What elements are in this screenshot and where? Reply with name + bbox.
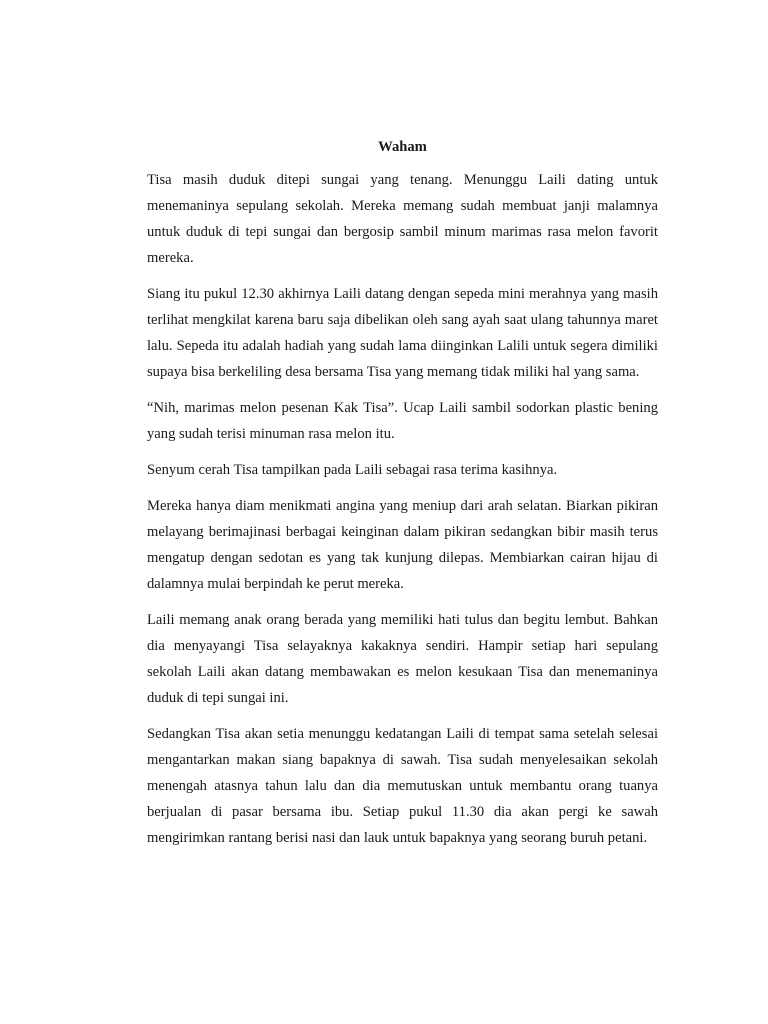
paragraph-2: Siang itu pukul 12.30 akhirnya Laili datang dengan sepeda mini merahnya yang masih terlihat mengkilat karena baru saja dibelikan oleh sang ayah saat ulang tahunnya maret lalu. Sepeda itu adalah hadiah yang sudah lama diinginkan Lalili untuk segera dimiliki supaya bisa berkeliling desa bersama Tisa yang memang tidak miliki hal yang sama. — [147, 286, 658, 380]
document-title: Waham — [378, 139, 427, 155]
document-body — [147, 137, 658, 861]
paragraph-7: Sedangkan Tisa akan setia menunggu kedatangan Laili di tempat sama setelah selesai mengantarkan makan siang bapaknya di sawah. Tisa sudah menyelesaikan sekolah menengah atasnya tahun lalu dan dia memutuskan untuk membantu orang tuanya berjualan di pasar bersama ibu. Setiap pukul 11.30 dia akan pergi ke sawah mengirimkan rantang berisi nasi dan lauk untuk bapaknya yang seorang buruh petani. — [147, 726, 658, 846]
paragraph-1: Tisa masih duduk ditepi sungai yang tenang. Menunggu Laili dating untuk menemaninya sepulang sekolah. Mereka memang sudah membuat janji malamnya untuk duduk di tepi sungai dan bergosip sambil minum marimas rasa melon favorit mereka. — [147, 172, 658, 266]
paragraph-5: Mereka hanya diam menikmati angina yang meniup dari arah selatan. Biarkan pikiran melayang berimajinasi berbagai keinginan dalam pikiran sedangkan bibir masih terus mengatup dengan sedotan es yang tak kunjung dilepas. Membiarkan cairan hijau di dalamnya mulai berpindah ke perut mereka. — [147, 498, 658, 592]
paragraph-6: Laili memang anak orang berada yang memiliki hati tulus dan begitu lembut. Bahkan dia menyayangi Tisa selayaknya kakaknya sendiri. Hampir setiap hari sepulang sekolah Laili akan datang membawakan es melon kesukaan Tisa dan menemaninya duduk di tepi sungai ini. — [147, 612, 658, 706]
paragraph-4: Senyum cerah Tisa tampilkan pada Laili sebagai rasa terima kasihnya. — [147, 462, 558, 478]
paragraph-3: “Nih, marimas melon pesenan Kak Tisa”. Ucap Laili sambil sodorkan plastic bening yang sudah terisi minuman rasa melon itu. — [147, 400, 658, 442]
